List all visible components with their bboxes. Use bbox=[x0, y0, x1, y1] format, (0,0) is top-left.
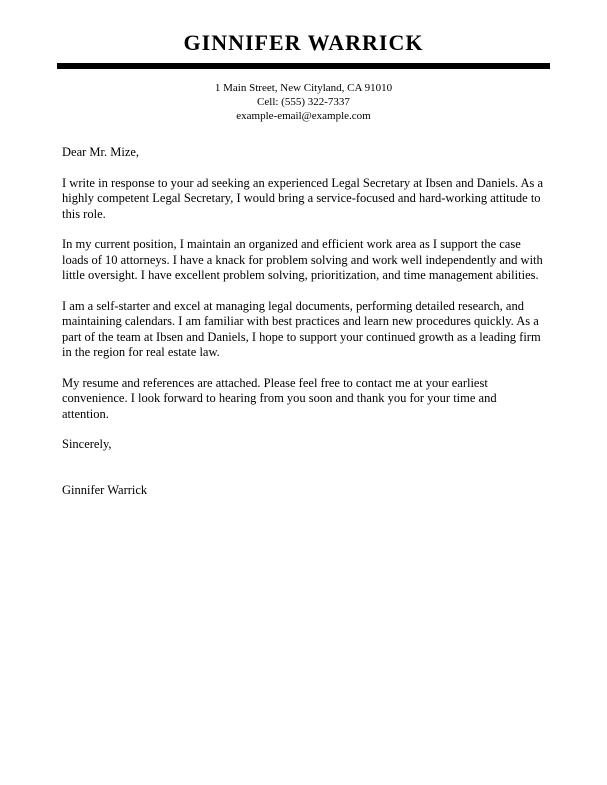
body-paragraph: I am a self-starter and excel at managing legal documents, performing detailed research, and maintaining calendars. I am familiar with best practices and learn new procedures quickly. As a part of the team at Ibsen and Daniels, I hope to support your continued growth as a leading firm in the region for real estate law. bbox=[62, 298, 541, 359]
contact-phone: Cell: (555) 322-7337 bbox=[257, 96, 350, 108]
body-paragraph: In my current position, I maintain an organized and efficient work area as I support the case loads of 10 attorneys. I have a knack for problem solving and work well independently and with little oversight. I have excellent problem solving, prioritization, and time management abilities. bbox=[62, 237, 543, 282]
signature-name: Ginnifer Warrick bbox=[62, 482, 148, 497]
letter-body bbox=[62, 145, 545, 498]
contact-email: example-email@example.com bbox=[236, 110, 371, 122]
closing: Sincerely, bbox=[62, 437, 112, 451]
contact-address: 1 Main Street, New Cityland, CA 91010 bbox=[214, 82, 393, 94]
body-paragraph: My resume and references are attached. Please feel free to contact me at your earliest convenience. I look forward to hearing from you soon and thank you for your time and attention. bbox=[62, 375, 497, 421]
letter-header bbox=[0, 0, 607, 69]
letter-author-name: GINNIFER WARRICK bbox=[183, 30, 424, 55]
contact-block bbox=[0, 81, 607, 123]
body-paragraph: I write in response to your ad seeking an experienced Legal Secretary at Ibsen and Daniels. As a highly competent Legal Secretary, I would bring a service-focused and hard-working attitude to this role. bbox=[62, 175, 544, 221]
header-divider-rule bbox=[57, 63, 550, 69]
salutation: Dear Mr. Mize, bbox=[62, 145, 140, 159]
